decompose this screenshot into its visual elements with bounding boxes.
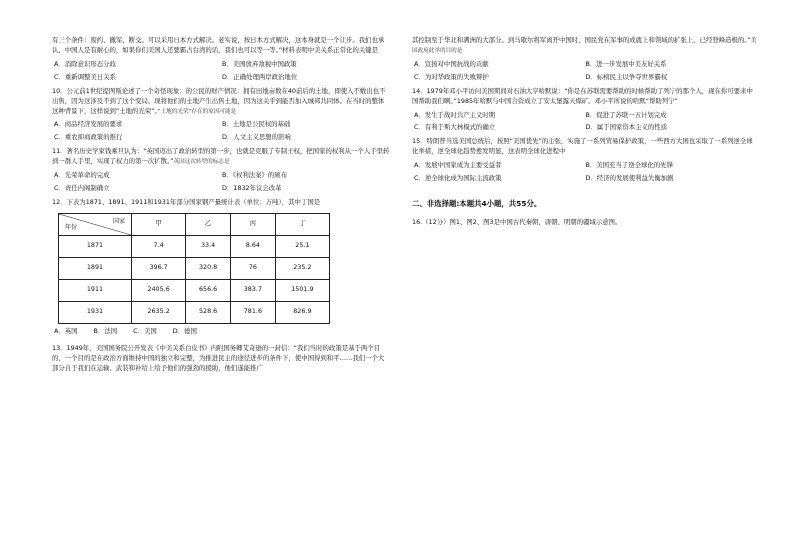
q9-option-b: B．美国放弃敌视中国政策	[222, 59, 297, 68]
q12-option-d: D．德国	[172, 326, 197, 335]
year-cell: 1931	[59, 301, 132, 323]
q13-text: 13．1949年，美国国务院公开发表《中美关系白皮书》内附国务卿艾奇逊的一封信：“我们当时的政策是基于两个目的，一个目的是在政治方面维持中国的独立和完整，为推进民主的途径进步的条件下，使中国得到和平……我们一个大部分自于我们在运输、武装和补给上给予他们的强劲的援助，他们遂能推广	[52, 343, 385, 372]
value-cell: 7.4	[132, 235, 186, 257]
q15-option-b: B．美国充当了逆全球化的先锋	[585, 161, 673, 170]
question-12	[52, 198, 390, 337]
question-13	[52, 344, 390, 374]
table-row	[59, 235, 330, 257]
value-cell: 781.6	[230, 301, 275, 323]
value-cell: 320.8	[186, 257, 231, 279]
q15-option-a: A．发展中国家成为主要受益者	[414, 161, 502, 170]
q11-option-c: C．责任内阁制确立	[54, 184, 110, 193]
q12-option-c: C．美国	[133, 326, 157, 335]
question-9	[52, 36, 390, 83]
q9-text: 有三个条件：废约、撤军、断交。可以采用日本方式解决。老实说，按日本方式解决，这本身就是一个让步。我们也承认，中国人是有耐心的，如果你们美国人还要霸占台湾的话，我们也可以等一等。”材料表明中美关系正常化的关键是	[52, 36, 385, 54]
q13-options	[412, 60, 757, 83]
value-cell: 383.7	[230, 279, 275, 301]
q12-options	[52, 327, 390, 337]
table-row	[59, 257, 330, 279]
value-cell: 2405.6	[132, 279, 186, 301]
q11-option-d: D．1832年议会改革	[222, 184, 282, 193]
q10-tail: ”土地的光荣”存在的原因可能是	[157, 108, 237, 115]
question-10	[52, 87, 390, 144]
q13-tail: 美国政府此举的目的是	[412, 38, 757, 54]
year-cell: 1911	[59, 279, 132, 301]
value-cell: 2635.2	[132, 301, 186, 323]
q10-option-c: C．重农抑商政策的推行	[54, 133, 123, 142]
question-16	[412, 218, 757, 228]
q15-option-d: D．经济的发展使利益失衡加剧	[585, 174, 674, 183]
q15-options	[412, 161, 757, 184]
q10-body: 10．公元前1世纪提图斯论述了一个奇怪现象：的公民的财产情况：拥有田地亩数在40前后的土地，即使入不敷出也不出售，因为这涉及不到了这个变局。现将他们的土地产生出售土地，因为这关乎到能否加入城邦共同体。在当时的整体这种背景下，这样说到”土地的光荣”。	[52, 86, 386, 115]
q11-text	[52, 147, 390, 167]
value-cell: 8.64	[230, 235, 275, 257]
question-14	[412, 87, 757, 134]
q14-option-c: C．有利于斯大林模式的确立	[414, 123, 496, 132]
header-bing: 丙	[230, 213, 275, 235]
q14-text: 14．1979年邓小平访问美国期间对石油大亨哈默说：“你是在苏联需要帮助的时候帮助了列宁的那个人，现在你可要来中国帮助我们啊。”1985年哈默与中国合资成立了安太堡露天煤矿。邓小平所说的哈默“帮助列宁”	[412, 86, 753, 105]
header-yi: 乙	[186, 213, 231, 235]
q12-option-a: A．英国	[54, 326, 78, 335]
q11-body: 11．著名历史学家钱乘旦认为：“英国迈出了政治转型的第一步，也就是克服了专制王权，把国家的权利从一个人手里转到一群人手里，实现了权力的第一次扩散。”	[52, 147, 390, 166]
q14-option-b: B．促进了苏联一五计划完成	[585, 110, 667, 119]
table-header-row	[59, 213, 330, 235]
q10-option-a: A．商品经济发展的要求	[54, 120, 123, 129]
q9-options	[52, 60, 390, 83]
question-11	[52, 147, 390, 194]
q15-option-c: C．逆全球化成为国际主流政策	[414, 174, 502, 183]
right-column	[412, 36, 757, 230]
q9-option-c: C．重新调整美日关系	[54, 72, 116, 81]
header-ding: 丁	[275, 213, 329, 235]
header-jia: 甲	[132, 213, 186, 235]
q13-option-d: D．标榜民主以争夺世界霸权	[585, 72, 668, 81]
q12-option-b: B．法国	[93, 326, 118, 335]
value-cell: 1501.9	[275, 279, 329, 301]
section-title: 二、非选择题:本题共4小题，共55分。	[412, 199, 542, 209]
q12-text: 12．下表为1871、1891、1911和1931年部分国家钢产量统计表（单位：万吨），其中丁国是	[52, 197, 321, 206]
q15-text: 15．特朗普当选美国总统后，按照“美国优先”的主张，实施了一系列贸易保护政策，一些西方大国也采取了一系列逆全球化举措，逆全球化趋势愈发明显，这表明全球化进程中	[412, 137, 753, 156]
table-corner-cell	[59, 213, 132, 235]
q14-option-d: D．属于国家资本主义的性质	[585, 123, 668, 132]
year-cell: 1871	[59, 235, 132, 257]
q16-text: 16.（12分）图1、图2、图3是中国古代秦朝、唐朝、明朝的疆域示意图。	[412, 217, 622, 226]
table-row	[59, 301, 330, 323]
value-cell: 396.7	[132, 257, 186, 279]
corner-top-label: 国家	[112, 217, 125, 225]
q14-options	[412, 111, 757, 134]
q13-cont-body: 其控制至于华北和满洲的大部分。到马歇尔将军离开中国时，国民党在军事的成就上和领域的扩张上，已经登峰造极的。”	[412, 36, 751, 44]
value-cell: 33.4	[186, 235, 231, 257]
left-column	[52, 36, 390, 377]
q9-option-a: A．消除意识形态分歧	[54, 59, 116, 68]
steel-output-table	[58, 213, 330, 324]
q11-tail: 英国这次转型的标志是	[173, 159, 230, 166]
q13-option-a: A．宣扬对中国抗战的贡献	[414, 59, 489, 68]
value-cell: 656.6	[186, 279, 231, 301]
table-row	[59, 279, 330, 301]
year-cell: 1891	[59, 257, 132, 279]
q11-option-b: B．《权利法案》的颁布	[222, 171, 288, 180]
q14-option-a: A．发生于战时共产主义时期	[414, 110, 496, 119]
q13-option-b: B．进一步发展中美友好关系	[585, 59, 667, 68]
corner-bottom-label: 年份	[65, 223, 78, 231]
q10-options	[52, 120, 390, 143]
q13-cont-text	[412, 36, 757, 56]
question-15	[412, 137, 757, 184]
value-cell: 826.9	[275, 301, 329, 323]
q11-option-a: A．光荣革命的完成	[54, 171, 110, 180]
q10-option-d: D．人文主义思想的影响	[222, 133, 291, 142]
value-cell: 25.1	[275, 235, 329, 257]
value-cell: 235.2	[275, 257, 329, 279]
q13-option-c: C．为对华政策的失败辩护	[414, 72, 489, 81]
q10-option-b: B．土地是公民权的基础	[222, 120, 291, 129]
value-cell: 528.6	[186, 301, 231, 323]
question-13-continued	[412, 36, 757, 83]
q10-text	[52, 87, 390, 117]
q11-options	[52, 171, 390, 194]
q9-option-d: D．正确处理两岸政治地位	[222, 72, 298, 81]
value-cell: 76	[230, 257, 275, 279]
